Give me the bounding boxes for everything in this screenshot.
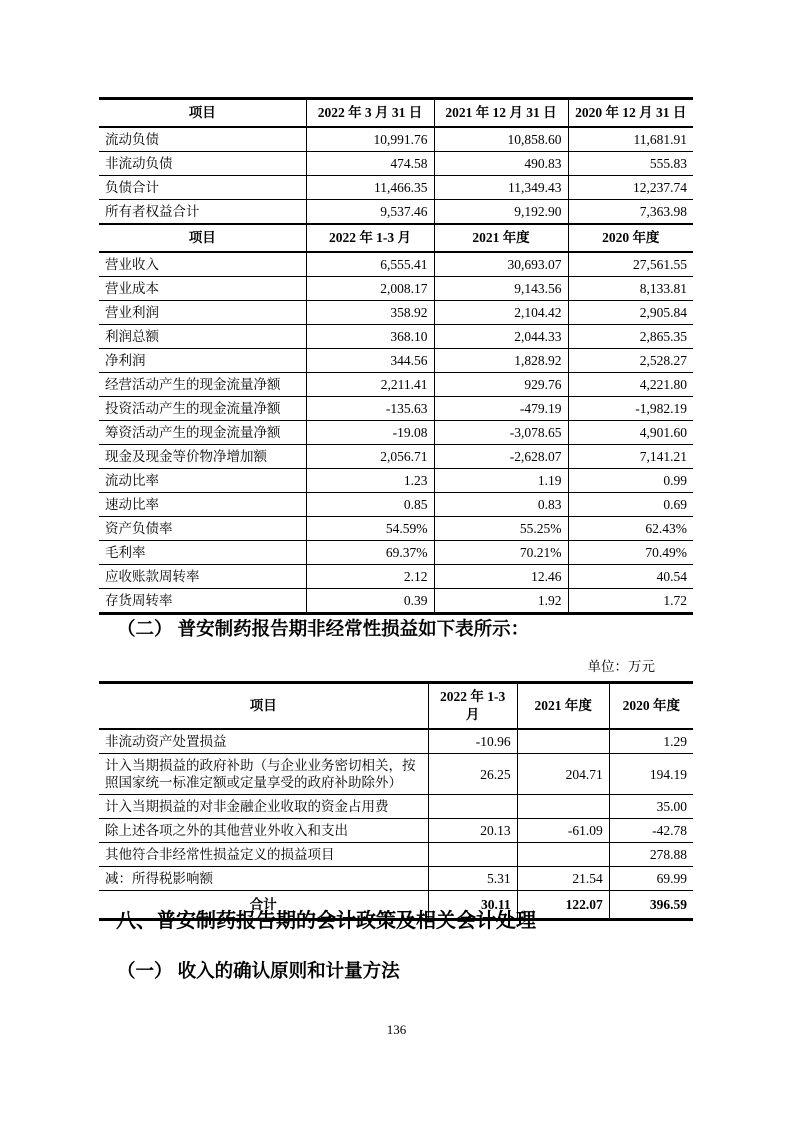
row-value: 62.43%: [568, 517, 693, 541]
table-row: [99, 867, 693, 891]
header-cell-period3: 2020 年 12 月 31 日: [568, 99, 693, 128]
row-value: 70.21%: [434, 541, 568, 565]
row-label: 经营活动产生的现金流量净额: [99, 373, 306, 397]
row-label: 计入当期损益的对非金融企业收取的资金占用费: [99, 795, 428, 819]
row-value: 12,237.74: [568, 176, 693, 200]
header-cell-period2: 2021 年 12 月 31 日: [434, 99, 568, 128]
row-value: -135.63: [306, 397, 434, 421]
table-row: [99, 176, 693, 200]
row-value: 1.92: [434, 589, 568, 614]
row-value: 9,143.56: [434, 277, 568, 301]
total-value: 396.59: [609, 891, 693, 920]
header-cell-period3: 2020 年度: [609, 683, 693, 730]
row-value: 2.12: [306, 565, 434, 589]
header-cell-period2: 2021 年度: [434, 224, 568, 252]
row-value: [517, 795, 609, 819]
table-row: [99, 795, 693, 819]
row-label: 其他符合非经常性损益定义的损益项目: [99, 843, 428, 867]
table-row: [99, 729, 693, 754]
table-row: [99, 252, 693, 277]
table-row: [99, 445, 693, 469]
row-value: 20.13: [428, 819, 517, 843]
header-cell-period1: 2022 年 1-3 月: [428, 683, 517, 730]
row-value: 194.19: [609, 754, 693, 795]
row-value: 21.54: [517, 867, 609, 891]
row-value: -479.19: [434, 397, 568, 421]
table-row: [99, 754, 693, 795]
row-value: 10,991.76: [306, 127, 434, 152]
table-row: [99, 421, 693, 445]
row-value: 69.37%: [306, 541, 434, 565]
row-value: 0.83: [434, 493, 568, 517]
total-value: 30.11: [428, 891, 517, 920]
table-row: [99, 541, 693, 565]
row-value: 344.56: [306, 349, 434, 373]
header-cell-period1: 2022 年 1-3 月: [306, 224, 434, 252]
row-value: 2,865.35: [568, 325, 693, 349]
row-value: 30,693.07: [434, 252, 568, 277]
row-value: 10,858.60: [434, 127, 568, 152]
chapter-heading-accounting-policies: 八、普安制药报告期的会计政策及相关会计处理: [116, 910, 536, 932]
row-value: 2,905.84: [568, 301, 693, 325]
row-value: 2,044.33: [434, 325, 568, 349]
row-value: 358.92: [306, 301, 434, 325]
row-value: 1.19: [434, 469, 568, 493]
row-value: 55.25%: [434, 517, 568, 541]
section-heading-non-recurring: （二） 普安制药报告期非经常性损益如下表所示：: [117, 618, 530, 639]
row-value: [428, 843, 517, 867]
table-row: [99, 301, 693, 325]
row-value: 490.83: [434, 152, 568, 176]
row-value: 4,901.60: [568, 421, 693, 445]
row-label: 减：所得税影响额: [99, 867, 428, 891]
financial-summary-table: [99, 97, 693, 615]
row-value: 2,528.27: [568, 349, 693, 373]
row-value: 368.10: [306, 325, 434, 349]
row-value: -42.78: [609, 819, 693, 843]
non-recurring-items-table: [99, 681, 693, 921]
row-label: 负债合计: [99, 176, 306, 200]
row-label: 营业成本: [99, 277, 306, 301]
unit-label: 单位：万元: [587, 659, 655, 674]
row-value: 7,141.21: [568, 445, 693, 469]
row-value: 204.71: [517, 754, 609, 795]
row-value: 1,828.92: [434, 349, 568, 373]
header-cell-item: 项目: [99, 99, 306, 128]
table-row: [99, 277, 693, 301]
row-label: 净利润: [99, 349, 306, 373]
total-label: 合计: [99, 891, 428, 920]
row-value: 2,211.41: [306, 373, 434, 397]
row-value: 6,555.41: [306, 252, 434, 277]
header-cell-item: 项目: [99, 224, 306, 252]
balance-sheet-section: [99, 99, 693, 225]
row-value: 4,221.80: [568, 373, 693, 397]
table-row: [99, 127, 693, 152]
row-value: 474.58: [306, 152, 434, 176]
row-value: 8,133.81: [568, 277, 693, 301]
row-value: 2,008.17: [306, 277, 434, 301]
row-value: 27,561.55: [568, 252, 693, 277]
row-label: 筹资活动产生的现金流量净额: [99, 421, 306, 445]
row-value: 9,192.90: [434, 200, 568, 225]
table-row: [99, 152, 693, 176]
table-row: [99, 325, 693, 349]
table-row: [99, 843, 693, 867]
row-value: 1.72: [568, 589, 693, 614]
table-row: [99, 517, 693, 541]
row-label: 毛利率: [99, 541, 306, 565]
row-label: 利润总额: [99, 325, 306, 349]
row-value: 69.99: [609, 867, 693, 891]
row-value: 278.88: [609, 843, 693, 867]
table-row: [99, 373, 693, 397]
row-value: 7,363.98: [568, 200, 693, 225]
header-cell-period3: 2020 年度: [568, 224, 693, 252]
table-header-row: [99, 99, 693, 128]
table-header-row: [99, 683, 693, 730]
row-value: 11,466.35: [306, 176, 434, 200]
row-value: 1.29: [609, 729, 693, 754]
row-value: 0.39: [306, 589, 434, 614]
total-value: 122.07: [517, 891, 609, 920]
table-row: [99, 589, 693, 614]
row-value: -10.96: [428, 729, 517, 754]
header-cell-period1: 2022 年 3 月 31 日: [306, 99, 434, 128]
row-value: -2,628.07: [434, 445, 568, 469]
row-value: 40.54: [568, 565, 693, 589]
row-label: 非流动负债: [99, 152, 306, 176]
row-label: 资产负债率: [99, 517, 306, 541]
header-cell-period2: 2021 年度: [517, 683, 609, 730]
row-label: 所有者权益合计: [99, 200, 306, 225]
row-value: 12.46: [434, 565, 568, 589]
row-value: 0.69: [568, 493, 693, 517]
row-label: 计入当期损益的政府补助（与企业业务密切相关，按照国家统一标准定额或定量享受的政府补助除外）: [99, 754, 428, 795]
table-row: [99, 469, 693, 493]
table-row: [99, 819, 693, 843]
row-value: 2,056.71: [306, 445, 434, 469]
row-value: 1.23: [306, 469, 434, 493]
row-value: 0.85: [306, 493, 434, 517]
row-label: 存货周转率: [99, 589, 306, 614]
row-label: 应收账款周转率: [99, 565, 306, 589]
row-label: 除上述各项之外的其他营业外收入和支出: [99, 819, 428, 843]
row-value: 929.76: [434, 373, 568, 397]
row-value: 0.99: [568, 469, 693, 493]
table-row: [99, 349, 693, 373]
row-value: [428, 795, 517, 819]
row-value: -1,982.19: [568, 397, 693, 421]
row-label: 现金及现金等价物净增加额: [99, 445, 306, 469]
row-label: 营业收入: [99, 252, 306, 277]
table-row: [99, 397, 693, 421]
row-label: 速动比率: [99, 493, 306, 517]
table-header-row: [99, 224, 693, 252]
row-value: 70.49%: [568, 541, 693, 565]
row-value: 5.31: [428, 867, 517, 891]
row-value: 35.00: [609, 795, 693, 819]
table-row: [99, 565, 693, 589]
row-value: -3,078.65: [434, 421, 568, 445]
income-ratio-section: [99, 224, 693, 614]
row-value: 555.83: [568, 152, 693, 176]
row-value: 11,349.43: [434, 176, 568, 200]
row-label: 营业利润: [99, 301, 306, 325]
row-value: 26.25: [428, 754, 517, 795]
row-value: 11,681.91: [568, 127, 693, 152]
row-value: 2,104.42: [434, 301, 568, 325]
row-value: -61.09: [517, 819, 609, 843]
table-row: [99, 493, 693, 517]
section-heading-revenue-recognition: （一） 收入的确认原则和计量方法: [117, 960, 400, 981]
row-label: 投资活动产生的现金流量净额: [99, 397, 306, 421]
non-recurring-rows: [99, 683, 693, 891]
header-cell-item: 项目: [99, 683, 428, 730]
table-row: [99, 200, 693, 225]
page-number: 136: [386, 1022, 407, 1037]
row-value: [517, 729, 609, 754]
row-label: 流动比率: [99, 469, 306, 493]
row-value: 9,537.46: [306, 200, 434, 225]
row-label: 流动负债: [99, 127, 306, 152]
row-value: -19.08: [306, 421, 434, 445]
row-value: 54.59%: [306, 517, 434, 541]
row-value: [517, 843, 609, 867]
row-label: 非流动资产处置损益: [99, 729, 428, 754]
